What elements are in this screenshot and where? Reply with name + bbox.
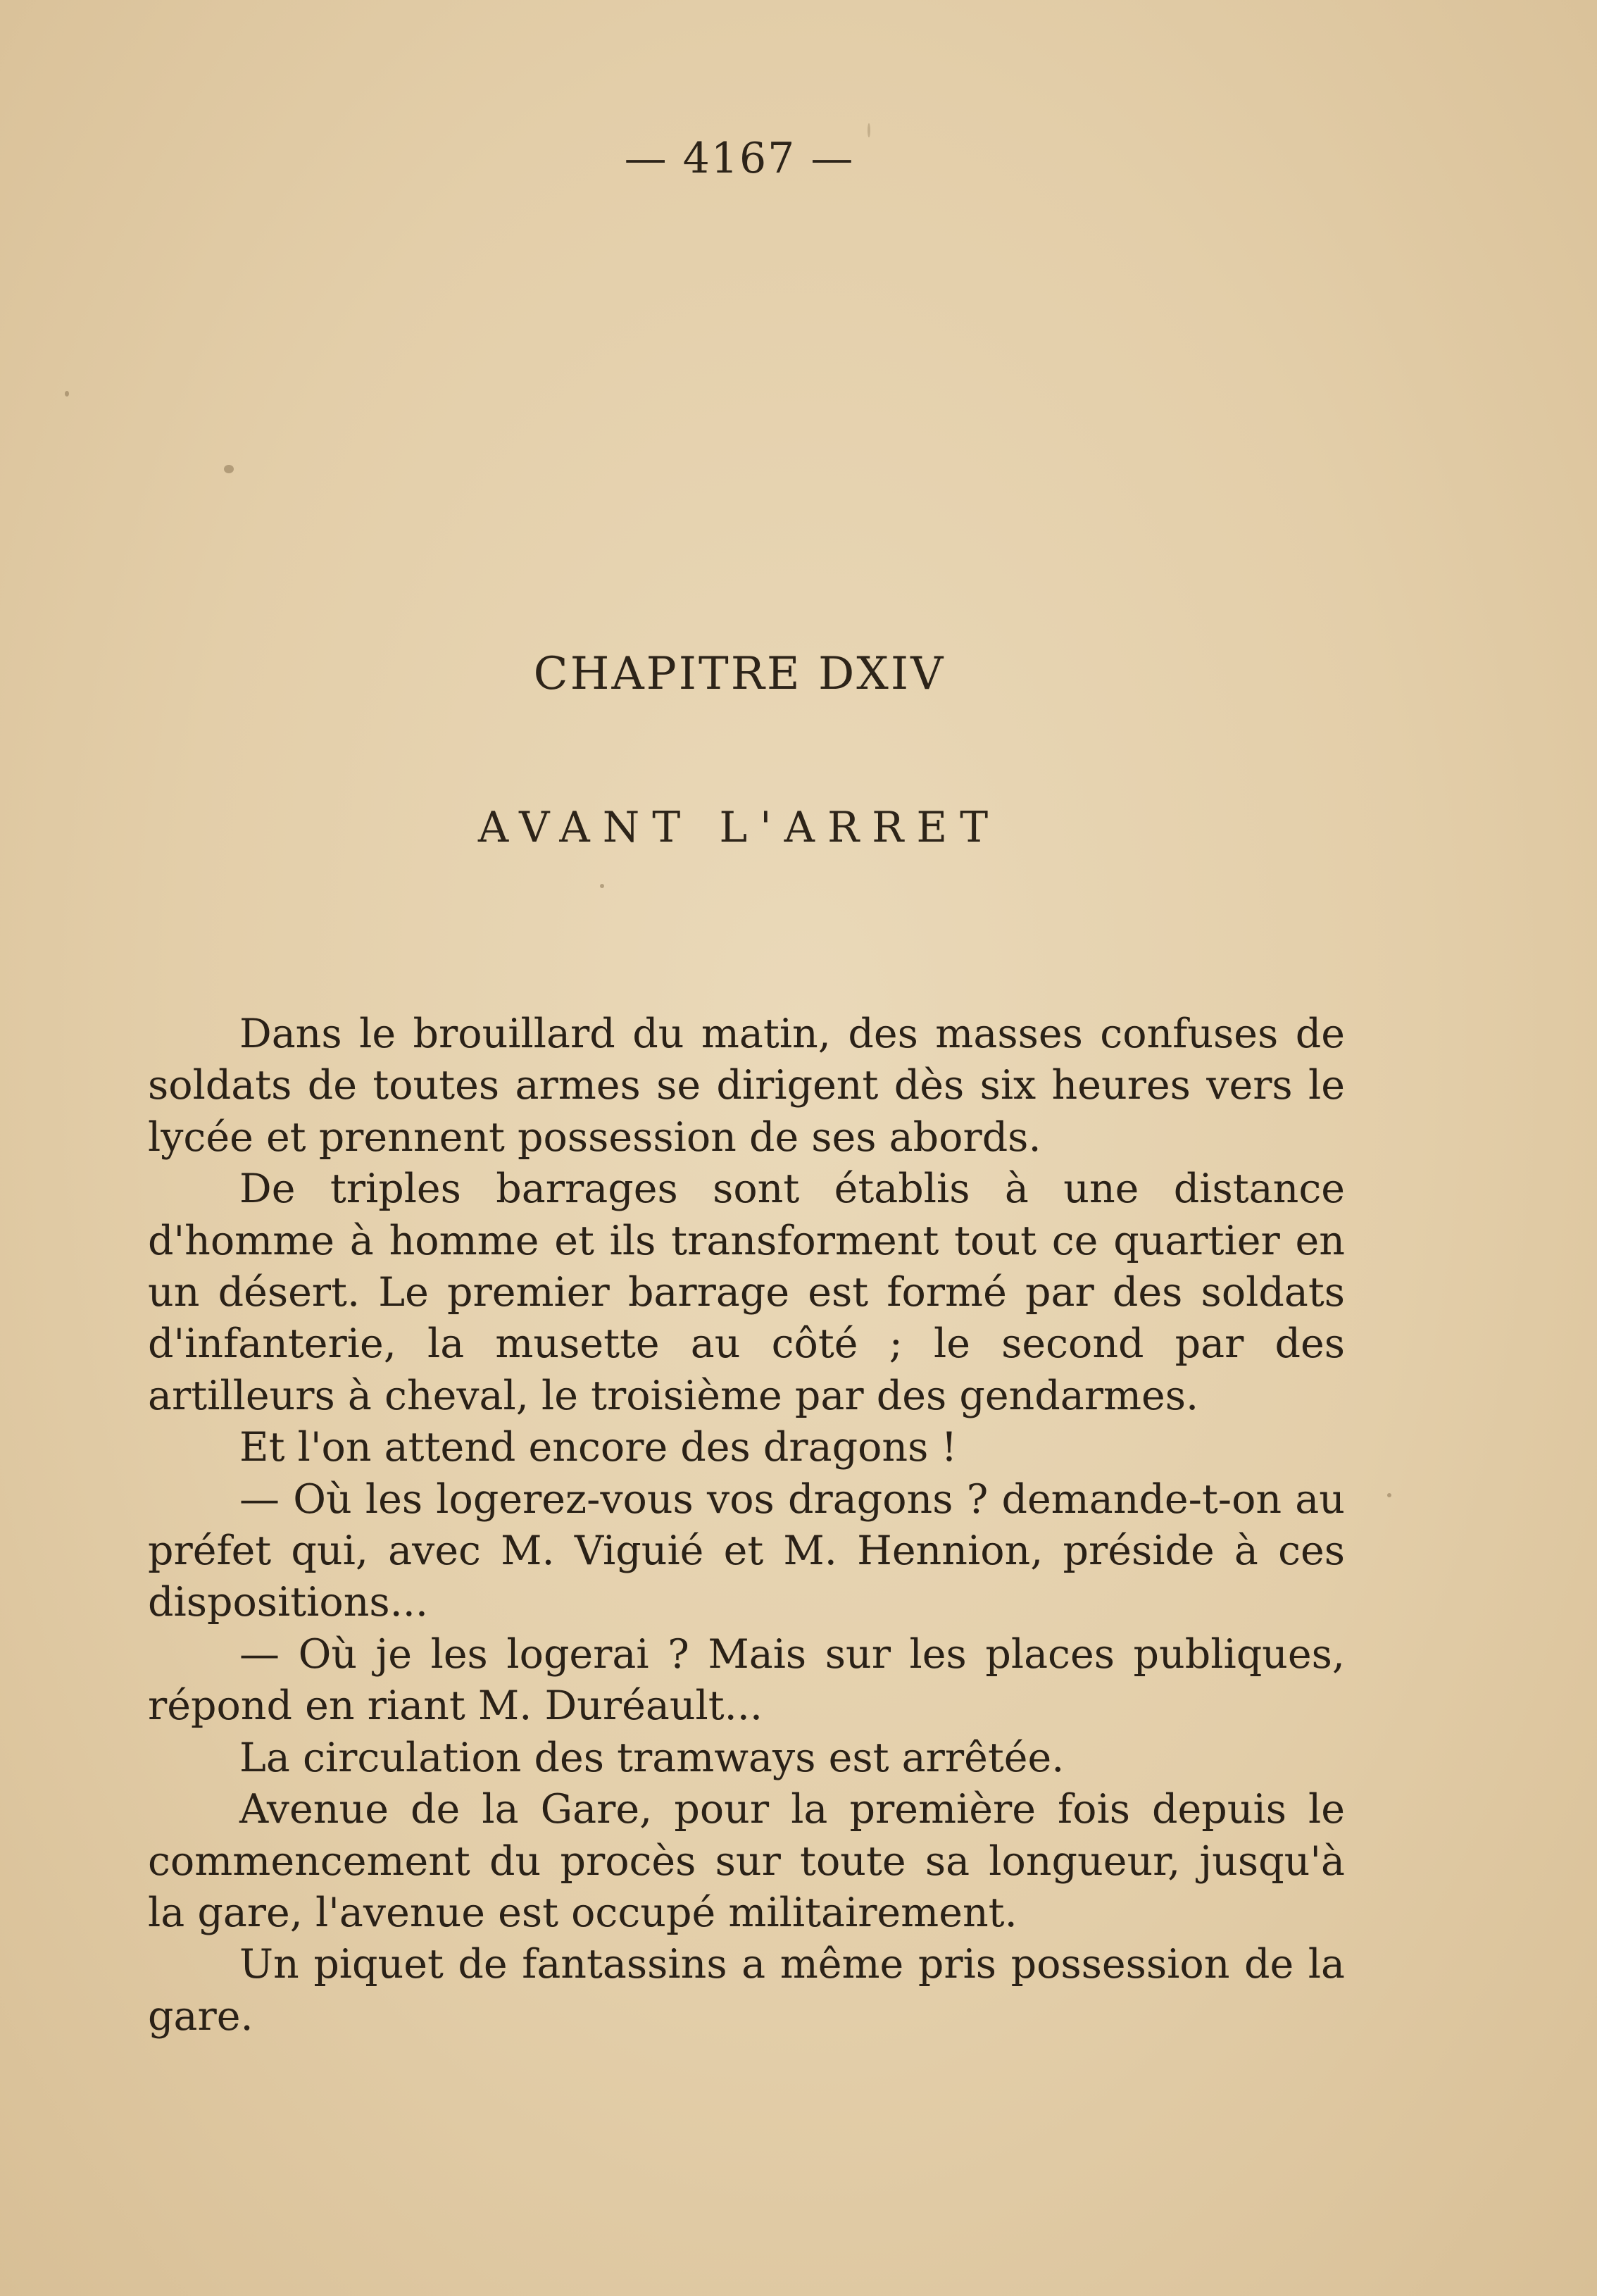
page-number: — 4167 — [624,134,855,183]
paper-speck [65,391,69,397]
paragraph: La circulation des tramways est arrêtée. [239,1734,1065,1781]
paragraph: Et l'on attend encore des dragons ! [239,1424,958,1471]
paragraph: De triples barrages sont établis à une distance d'homme à homme et ils transforment tout ce quartier en un désert. Le premier barrage est formé par des soldats d'infanterie, la musette au côté ; le second par des artilleurs à cheval, le troisième par des gendarmes. [148,1166,1345,1419]
paper-speck [224,465,234,473]
body-text [148,1009,1345,2042]
paragraph: Dans le brouillard du matin, des masses confuses de soldats de toutes armes se dirigent dès six heures vers le lycée et prennent possession de ses abords. [148,1011,1345,1161]
paragraph: — Où les logerez-vous vos dragons ? demande-t-on au préfet qui, avec M. Viguié et M. Hennion, préside à ces dispositions... [148,1475,1345,1626]
chapter-title: CHAPITRE DXIV [533,648,946,700]
paper-speck [1387,1493,1391,1497]
paragraph: Avenue de la Gare, pour la première fois depuis le commencement du procès sur toute sa longueur, jusqu'à la gare, l'avenue est occupé militairement. [148,1786,1345,1936]
paper-speck [600,884,604,888]
paragraph: Un piquet de fantassins a même pris possession de la gare. [148,1941,1345,2040]
paragraph: — Où je les logerai ? Mais sur les places publiques, répond en riant M. Duréault... [148,1630,1345,1730]
section-title: AVANT L'ARRET [477,803,1001,852]
